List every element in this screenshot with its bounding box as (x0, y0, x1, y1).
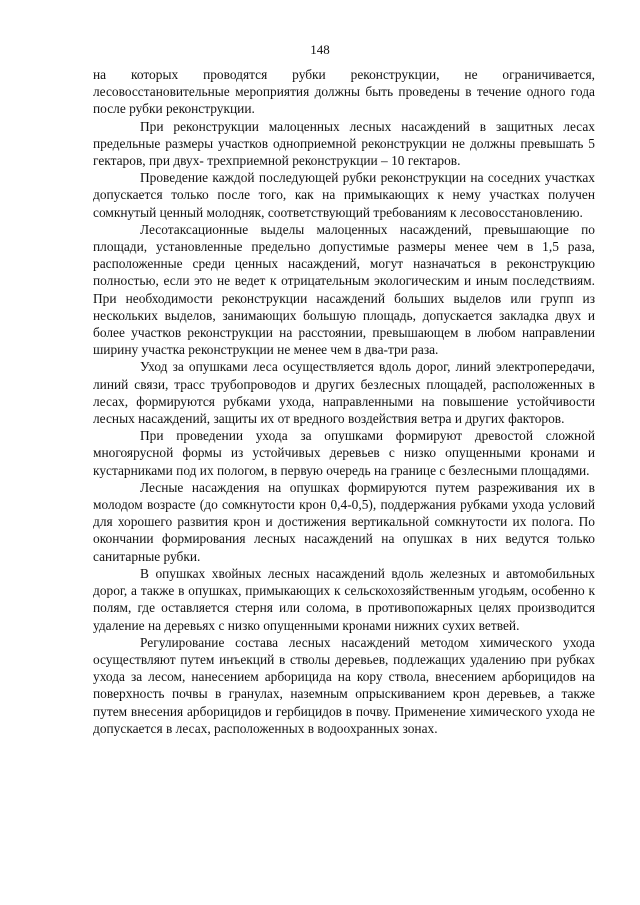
paragraph: Лесотаксационные выделы малоценных насаждений, превышающие по площади, установленные предельно допустимые размеры менее чем в 1,5 раза, расположенные среди ценных насаждений, могут назначаться в реконструкцию полностью, если это не ведет к отрицательным экологическим и иным последствиям. При необходимости реконструкции насаждений больших выделов или групп из нескольких выделов, занимающих большую площадь, допускается закладка двух и более участков реконструкции на расстоянии, превышающем в любом направлении ширину участка реконструкции не менее чем в два-три раза. (93, 221, 595, 358)
paragraph: При проведении ухода за опушками формируют древостой сложной многоярусной формы из устойчивых деревьев с низко опущенными кронами и кустарниками под их пологом, в первую очередь на границе с безлесными площадями. (93, 428, 595, 478)
document-body (93, 66, 595, 737)
paragraph: В опушках хвойных лесных насаждений вдоль железных и автомобильных дорог, а также в опушках, примыкающих к сельскохозяйственным угодьям, особенно к полям, где оставляется стерня или солома, в противопожарных целях производится удаление на деревьях с низко опущенными кронами нижних сухих ветвей. (93, 565, 595, 633)
paragraph: При реконструкции малоценных лесных насаждений в защитных лесах предельные размеры участков одноприемной реконструкции не должны превышать 5 гектаров, при двух- трехприемной реконструкции – 10 гектаров. (93, 118, 595, 169)
paragraph-continuation: на которых проводятся рубки реконструкции, не ограничивается, лесовосстановительные мероприятия должны быть проведены в течение одного года после рубки реконструкции. (93, 67, 595, 117)
page-number: 148 (310, 42, 330, 57)
paragraph: Уход за опушками леса осуществляется вдоль дорог, линий электропередачи, линий связи, трасс трубопроводов и других безлесных площадей, расположенных в лесах, формируются рубками ухода, направленными на повышение устойчивости лесных насаждений, защиты их от вредного воздействия ветра и других факторов. (93, 359, 595, 427)
paragraph: Регулирование состава лесных насаждений методом химического ухода осуществляют путем инъекций в стволы деревьев, подлежащих удалению при рубках ухода за лесом, нанесением арборицида на кору ствола, внесением арборицидов на поверхность почвы в гранулах, наземным опрыскиванием крон деревьев, а также путем внесения арборицидов и гербицидов в почву. Применение химического ухода не допускается в лесах, расположенных в водоохранных зонах. (93, 634, 595, 736)
paragraph: Проведение каждой последующей рубки реконструкции на соседних участках допускается только после того, как на примыкающих к нему участках получен сомкнутый ценный молодняк, соответствующий требованиям к лесовосстановлению. (93, 170, 595, 220)
paragraph: Лесные насаждения на опушках формируются путем разреживания их в молодом возрасте (до сомкнутости крон 0,4-0,5), поддержания рубками ухода условий для хорошего развития крон и достижения вертикальной сомкнутости их полога. По окончании формирования лесных насаждений на опушках в них ведутся только санитарные рубки. (93, 479, 595, 564)
